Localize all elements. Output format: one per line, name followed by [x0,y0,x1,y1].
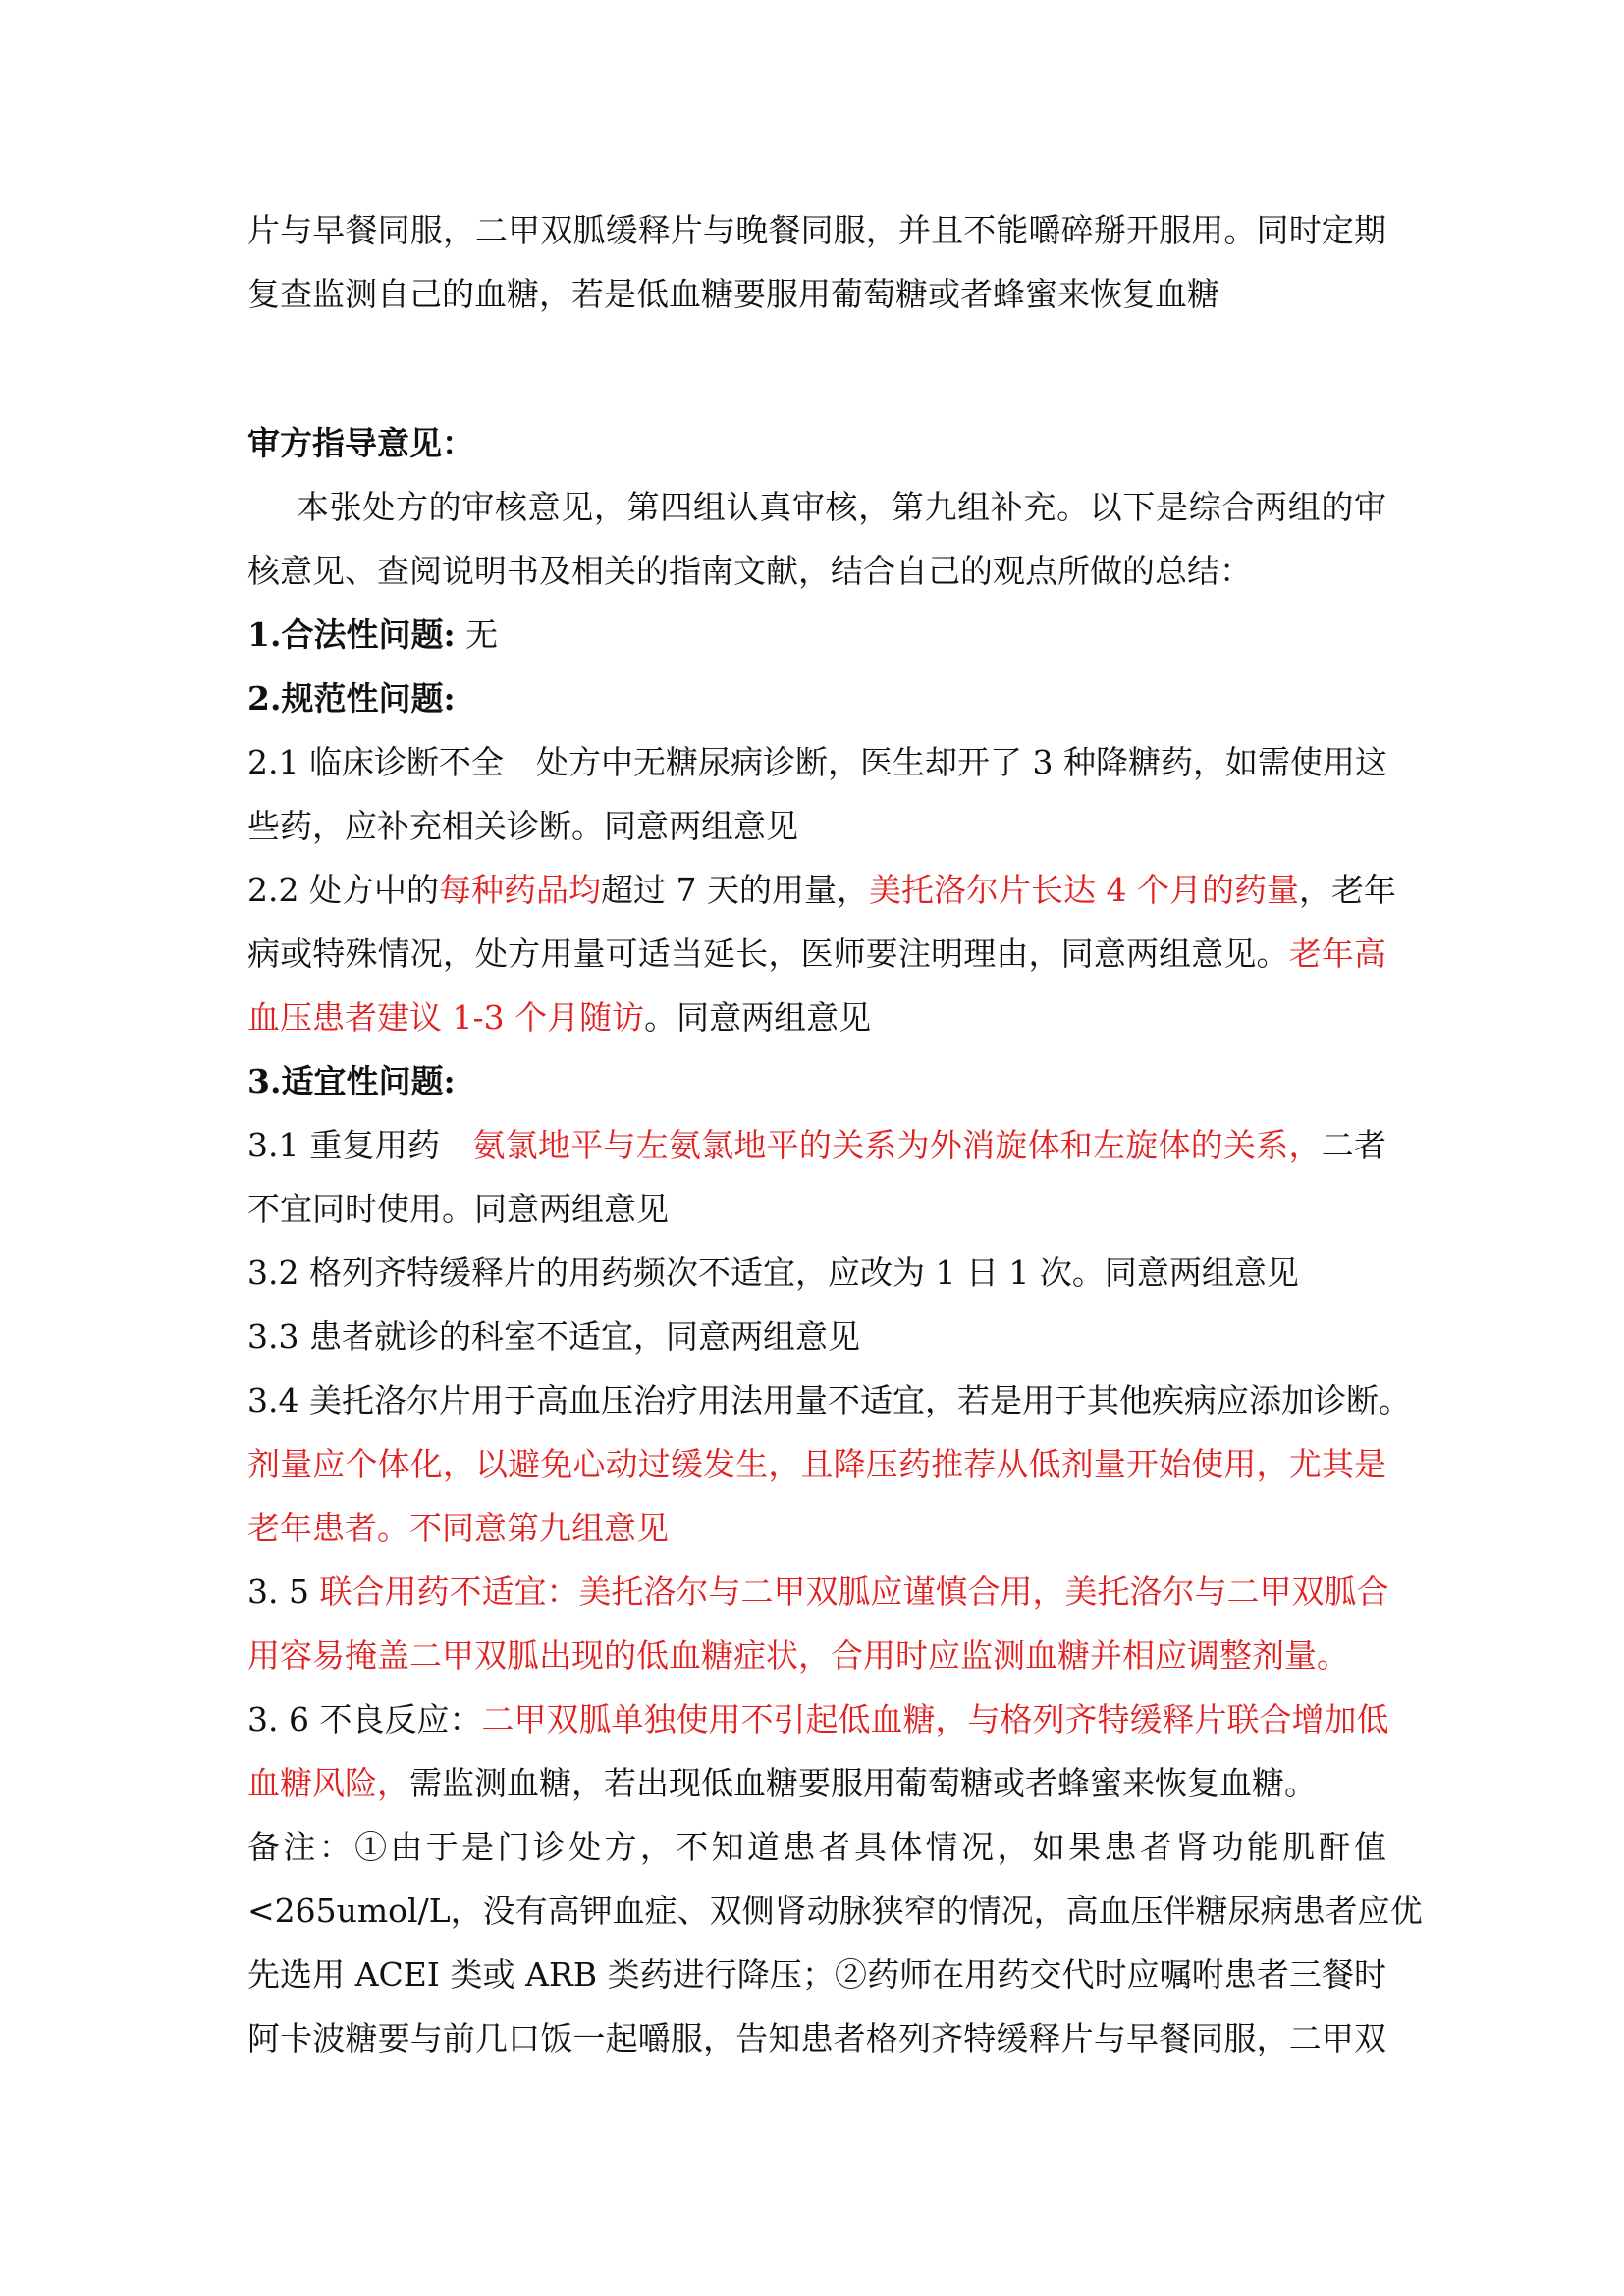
item-3-5-line-1 [247,1571,1389,1614]
legality-item [247,614,1386,657]
item-2-2-part-b: 每种药品均 [438,871,601,909]
notes-line-2: <265umol/L，没有高钾血症、双侧肾动脉狭窄的情况，高血压伴糖尿病患者应优 [247,1892,1423,1930]
standard-label: 2.规范性问题: [247,679,456,718]
item-2-2-part-e: ，老年 [1298,871,1396,909]
notes-line-4: 阿卡波糖要与前几口饭一起嚼服，告知患者格列齐特缓释片与早餐同服，二甲双 [247,2019,1386,2057]
item-2-2-line-3 [247,996,1386,1040]
item-2-2-line-1 [247,869,1396,912]
item-2-2-line-3-part-b: 。同意两组意见 [644,998,872,1037]
section-heading: 审方指导意见： [247,424,474,462]
summary-line-1: 本张处方的审核意见，第四组认真审核，第九组补充。以下是综合两组的审 [297,488,1386,526]
item-3-3: 3.3 患者就诊的科室不适宜，同意两组意见 [247,1317,860,1356]
item-3-4-line-1: 3.4 美托洛尔片用于高血压治疗用法用量不适宜，若是用于其他疾病应添加诊断。 [247,1381,1411,1419]
item-3-6-line-2-part-a: 血糖风险， [247,1764,409,1802]
item-2-2-part-c: 超过 7 天的用量， [600,871,869,909]
item-2-2-part-d: 美托洛尔片长达 4 个月的药量 [868,871,1299,909]
item-3-6-line-2-part-b: 需监测血糖，若出现低血糖要服用葡萄糖或者蜂蜜来恢复血糖。 [409,1764,1317,1802]
legality-value: 无 [455,615,499,654]
intro-line-2: 复查监测自己的血糖，若是低血糖要服用葡萄糖或者蜂蜜来恢复血糖 [247,275,1219,313]
item-3-1-line-2: 不宜同时使用。同意两组意见 [247,1190,669,1228]
item-3-6-line-1 [247,1698,1389,1741]
item-3-6-line-2 [247,1762,1386,1805]
item-2-2-part-a: 2.2 处方中的 [247,871,439,909]
legality-label: 1.合法性问题: [247,615,456,654]
item-2-1-line-2: 些药，应补充相关诊断。同意两组意见 [247,807,798,845]
item-3-1-part-b: 氨氯地平与左氨氯地平的关系为外消旋体和左旋体的关系， [472,1126,1322,1164]
item-3-6-part-b: 二甲双胍单独使用不引起低血糖，与格列齐特缓释片联合增加低 [481,1700,1389,1738]
item-3-1-part-c: 二者 [1321,1126,1387,1164]
item-3-5-part-a: 3. 5 [247,1573,320,1611]
item-3-4-line-3: 老年患者。不同意第九组意见 [247,1509,669,1547]
notes-line-1: 备注：①由于是门诊处方，不知道患者具体情况，如果患者肾功能肌酐值 [247,1828,1386,1866]
item-2-2-line-3-part-a: 血压患者建议 1-3 个月随访 [247,998,645,1037]
item-2-2-line-2-part-b: 老年高 [1288,934,1387,973]
item-3-2: 3.2 格列齐特缓释片的用药频次不适宜，应改为 1 日 1 次。同意两组意见 [247,1254,1299,1292]
item-3-5-line-2: 用容易掩盖二甲双胍出现的低血糖症状，合用时应监测血糖并相应调整剂量。 [247,1636,1349,1675]
item-2-2-line-2-part-a: 病或特殊情况，处方用量可适当延长，医师要注明理由，同意两组意见。 [247,934,1289,973]
item-3-6-part-a: 3. 6 不良反应： [247,1700,482,1738]
item-2-1-line-1: 2.1 临床诊断不全 处方中无糖尿病诊断，医生却开了 3 种降糖药，如需使用这 [247,743,1387,781]
item-3-5-part-b: 联合用药不适宜：美托洛尔与二甲双胍应谨慎合用，美托洛尔与二甲双胍合 [319,1573,1389,1611]
item-3-1-line-1 [247,1124,1386,1167]
summary-line-2: 核意见、查阅说明书及相关的指南文献，结合自己的观点所做的总结： [247,552,1252,590]
suitability-label: 3.适宜性问题: [247,1062,456,1100]
intro-line-1: 片与早餐同服，二甲双胍缓释片与晚餐同服，并且不能嚼碎掰开服用。同时定期 [247,211,1386,249]
item-2-2-line-2 [247,933,1386,976]
item-3-1-part-a: 3.1 重复用药 [247,1126,473,1164]
item-3-4-line-2: 剂量应个体化，以避免心动过缓发生，且降压药推荐从低剂量开始使用，尤其是 [247,1445,1386,1483]
notes-line-3: 先选用 ACEI 类或 ARB 类药进行降压；②药师在用药交代时应嘱咐患者三餐时 [247,1955,1386,1994]
